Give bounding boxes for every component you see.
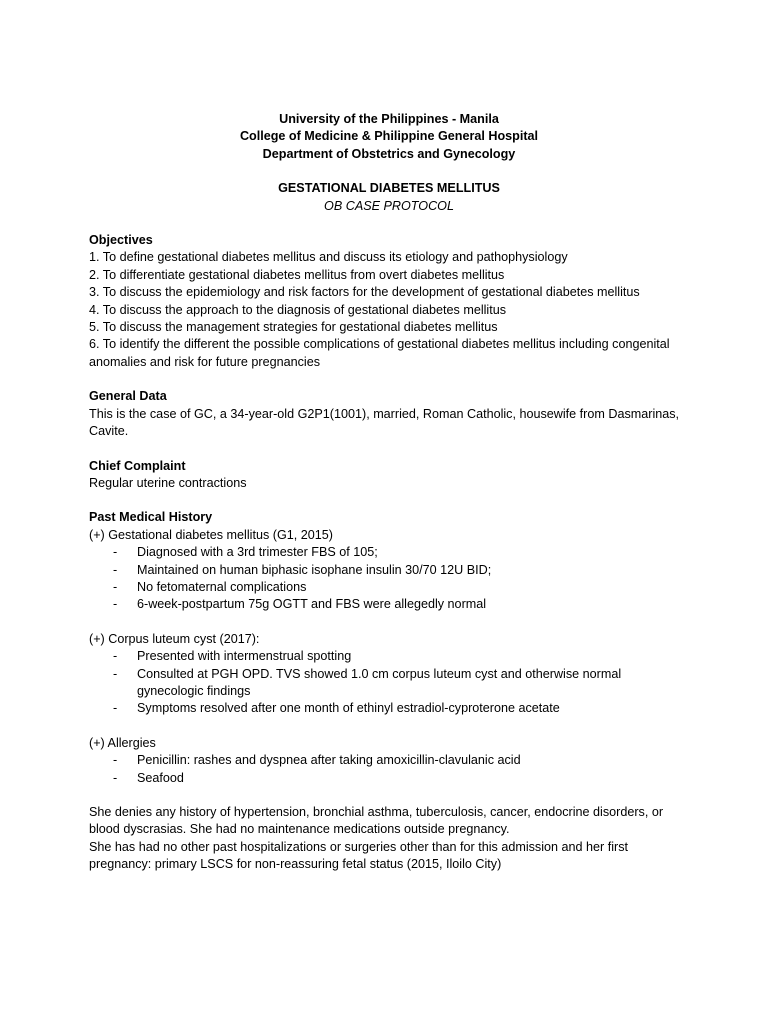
document-subtitle: OB CASE PROTOCOL xyxy=(324,198,454,213)
university-name: University of the Philippines - Manila xyxy=(279,112,499,126)
list-item-text: Diagnosed with a 3rd trimester FBS of 105; xyxy=(137,545,378,560)
dash-bullet: - xyxy=(113,545,118,560)
dash-bullet: - xyxy=(113,753,118,768)
pmh-bullet-list xyxy=(89,648,689,718)
pmh-group-cyst xyxy=(89,631,689,718)
list-item xyxy=(89,752,689,769)
pmh-group-gdm xyxy=(89,527,689,614)
pmh-group-label: (+) Gestational diabetes mellitus (G1, 2015) xyxy=(89,527,333,542)
chief-complaint-section xyxy=(89,458,689,493)
pmh-bullet-list xyxy=(89,752,689,787)
pmh-bullet-list xyxy=(89,544,689,614)
list-item-text: Penicillin: rashes and dyspnea after taking amoxicillin-clavulanic acid xyxy=(137,753,521,768)
list-item xyxy=(89,770,689,787)
list-item-text: Presented with intermenstrual spotting xyxy=(137,649,352,664)
document-page xyxy=(89,111,689,874)
general-data-text: This is the case of GC, a 34-year-old G2P1(1001), married, Roman Catholic, housewife from Dasmarinas, Cavite. xyxy=(89,406,680,439)
list-item xyxy=(89,562,689,579)
dash-bullet: - xyxy=(113,597,118,612)
pmh-hospitalizations-paragraph: She has had no other past hospitalizations or surgeries other than for this admission and her first pregnancy: primary LSCS for non-reassuring fetal status (2015, Iloilo City) xyxy=(89,839,629,872)
objective-item: 2. To differentiate gestational diabetes mellitus from overt diabetes mellitus xyxy=(89,267,505,282)
list-item-text: Consulted at PGH OPD. TVS showed 1.0 cm corpus luteum cyst and otherwise normal gynecologic findings xyxy=(137,666,622,698)
list-item-text: Symptoms resolved after one month of ethinyl estradiol-cyproterone acetate xyxy=(137,701,560,716)
chief-complaint-text: Regular uterine contractions xyxy=(89,475,247,490)
dash-bullet: - xyxy=(113,701,118,716)
institution-header xyxy=(89,111,689,163)
objectives-heading: Objectives xyxy=(89,233,153,248)
general-data-heading: General Data xyxy=(89,389,167,404)
list-item-text: No fetomaternal complications xyxy=(137,579,307,594)
list-item-text: 6-week-postpartum 75g OGTT and FBS were allegedly normal xyxy=(137,597,487,612)
objectives-section xyxy=(89,232,689,371)
past-medical-history-section xyxy=(89,509,689,873)
pmh-group-allergies xyxy=(89,735,689,787)
objective-item: 4. To discuss the approach to the diagnosis of gestational diabetes mellitus xyxy=(89,302,507,317)
objective-item: 5. To discuss the management strategies for gestational diabetes mellitus xyxy=(89,320,498,335)
college-name: College of Medicine & Philippine General Hospital xyxy=(239,129,539,144)
document-title-block xyxy=(89,180,689,215)
document-title: GESTATIONAL DIABETES MELLITUS xyxy=(278,181,500,196)
chief-complaint-heading: Chief Complaint xyxy=(89,458,186,473)
general-data-section xyxy=(89,388,689,440)
objective-item: 1. To define gestational diabetes mellitus and discuss its etiology and pathophysiology xyxy=(89,250,568,265)
dash-bullet: - xyxy=(113,770,118,785)
list-item-text: Maintained on human biphasic isophane insulin 30/70 12U BID; xyxy=(137,562,492,577)
pmh-denials-paragraph: She denies any history of hypertension, bronchial asthma, tuberculosis, cancer, endocrine disorders, or blood dyscrasias. She had no maintenance medications outside pregnancy. xyxy=(89,805,664,837)
list-item xyxy=(89,544,689,561)
pmh-group-label: (+) Allergies xyxy=(89,735,156,750)
list-item-text: Seafood xyxy=(137,770,184,785)
pmh-heading: Past Medical History xyxy=(89,510,213,525)
pmh-group-label: (+) Corpus luteum cyst (2017): xyxy=(89,631,260,646)
list-item xyxy=(89,700,689,717)
list-item xyxy=(89,648,689,665)
list-item xyxy=(89,579,689,596)
department-name: Department of Obstetrics and Gynecology xyxy=(262,146,516,161)
list-item xyxy=(89,666,689,701)
objective-item: 3. To discuss the epidemiology and risk factors for the development of gestational diabetes mellitus xyxy=(89,285,640,300)
dash-bullet: - xyxy=(113,579,118,594)
dash-bullet: - xyxy=(113,666,118,681)
dash-bullet: - xyxy=(113,649,118,664)
dash-bullet: - xyxy=(113,562,118,577)
objective-item: 6. To identify the different the possible complications of gestational diabetes mellitus including congenital anomalies and risk for future pregnancies xyxy=(89,337,670,369)
list-item xyxy=(89,596,689,613)
